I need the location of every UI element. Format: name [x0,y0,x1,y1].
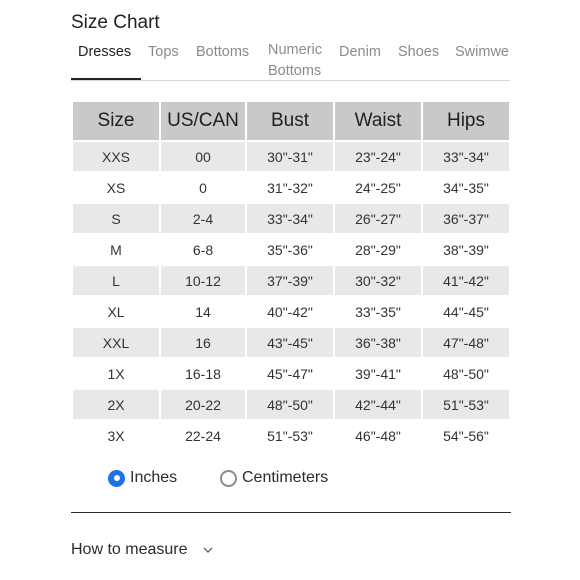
cell-us-can: 16 [161,328,245,357]
header-hips: Hips [423,102,509,140]
inches-radio[interactable] [108,470,125,487]
cell-bust: 37"-39" [247,266,333,295]
section-divider [71,512,511,513]
cell-size: 2X [73,390,159,419]
tab-shoes[interactable]: Shoes [398,44,440,60]
tab-denim[interactable]: Denim [339,44,381,60]
size-category-tabs [71,40,510,81]
tab-tops[interactable]: Tops [148,44,179,60]
cell-hips: 48"-50" [443,365,489,382]
table-row [73,297,509,326]
cell-us-can: 22-24 [185,427,221,444]
cell-hips: 41"-42" [423,266,509,295]
cell-waist: 39"-41" [355,365,401,382]
header-waist: Waist [335,102,421,140]
how-to-measure-toggle[interactable] [71,541,214,559]
cell-hips: 54"-56" [443,427,489,444]
cell-bust: 45"-47" [267,365,313,382]
table-row [73,359,509,388]
table-row [73,421,509,450]
page-title: Size Chart [71,12,160,33]
cell-us-can: 2-4 [161,204,245,233]
cell-us-can: 0 [199,179,207,196]
cell-size: M [110,241,122,258]
cell-size: XL [107,303,125,320]
cell-hips: 47"-48" [423,328,509,357]
tab-swimwear[interactable]: Swimwe [455,44,509,60]
cell-waist: 36"-38" [335,328,421,357]
tab-numeric-bottoms-line1: Numeric [268,42,322,58]
cell-size: 1X [107,365,125,382]
centimeters-label: Centimeters [242,469,329,486]
chevron-down-icon [202,544,214,556]
cell-waist: 26"-27" [335,204,421,233]
tab-numeric-bottoms-line2: Bottoms [268,63,322,79]
cell-waist: 28"-29" [355,241,401,258]
cell-waist: 23"-24" [335,142,421,171]
table-row [73,142,509,171]
cell-bust: 35"-36" [267,241,313,258]
cell-bust: 43"-45" [247,328,333,357]
centimeters-radio[interactable] [220,470,237,487]
tab-numeric-bottoms[interactable] [268,40,322,81]
cell-us-can: 14 [195,303,211,320]
unit-option-inches[interactable] [108,469,177,487]
size-chart-table [71,100,511,452]
cell-hips: 36"-37" [423,204,509,233]
cell-bust: 51"-53" [267,427,313,444]
cell-bust: 31"-32" [267,179,313,196]
table-header-row [73,102,509,140]
cell-us-can: 6-8 [192,241,214,258]
table-row [73,173,509,202]
cell-hips: 44"-45" [443,303,489,320]
tab-bottoms[interactable]: Bottoms [196,44,250,60]
cell-waist: 24"-25" [355,179,401,196]
inches-label: Inches [130,469,178,486]
cell-size: XXS [73,142,159,171]
cell-waist: 30"-32" [335,266,421,295]
tab-dresses[interactable]: Dresses [78,44,132,60]
cell-hips: 51"-53" [423,390,509,419]
cell-hips: 34"-35" [443,179,489,196]
header-bust: Bust [247,102,333,140]
how-to-measure-label: How to measure [71,541,188,558]
cell-bust: 30"-31" [247,142,333,171]
table-row [73,235,509,264]
table-row [73,328,509,357]
cell-hips: 33"-34" [423,142,509,171]
header-size: Size [73,102,159,140]
cell-size: S [73,204,159,233]
cell-bust: 48"-50" [247,390,333,419]
cell-us-can: 00 [161,142,245,171]
header-us-can: US/CAN [161,102,245,140]
cell-waist: 33"-35" [355,303,401,320]
cell-size: XXL [73,328,159,357]
active-tab-underline [71,78,141,80]
cell-size: L [73,266,159,295]
table-row [73,266,509,295]
cell-waist: 46"-48" [355,427,401,444]
cell-bust: 33"-34" [247,204,333,233]
cell-us-can: 10-12 [161,266,245,295]
cell-us-can: 20-22 [161,390,245,419]
unit-option-centimeters[interactable] [220,469,328,487]
cell-size: 3X [107,427,125,444]
cell-us-can: 16-18 [185,365,221,382]
cell-bust: 40"-42" [267,303,313,320]
cell-waist: 42"-44" [335,390,421,419]
cell-size: XS [106,179,126,196]
table-row [73,204,509,233]
table-row [73,390,509,419]
cell-hips: 38"-39" [443,241,489,258]
